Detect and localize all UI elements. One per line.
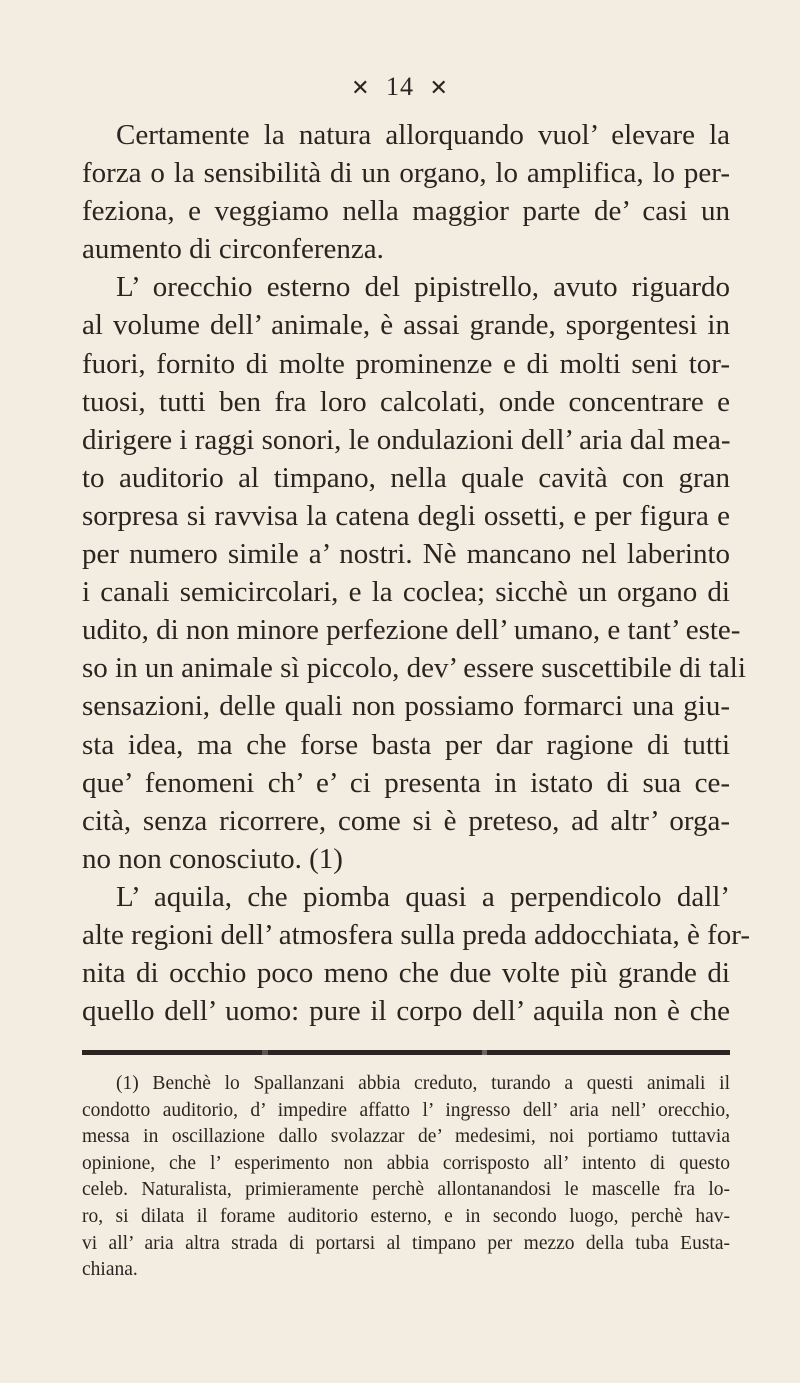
ornament-left-icon: ✕ bbox=[351, 75, 371, 100]
main-text bbox=[82, 116, 750, 1030]
footnote-line: (1) Benchè lo Spallanzani abbia creduto, turando a questi animali il bbox=[116, 1073, 730, 1094]
footnote-line: ro, si dilata il forame auditorio esterno, e in secondo luogo, perchè hav- bbox=[82, 1205, 730, 1227]
footnote-line: messa in oscillazione dallo svolazzar de’ medesimi, noi portiamo tuttavia bbox=[82, 1126, 730, 1148]
ornament-right-icon: ✕ bbox=[429, 75, 449, 100]
text-line: al volume dell’ animale, è assai grande, sporgentesi in bbox=[82, 309, 730, 342]
text-line: aumento di circonferenza. bbox=[82, 233, 384, 266]
text-line: alte regioni dell’ atmosfera sulla preda addocchiata, è for- bbox=[82, 918, 750, 951]
text-line: L’ orecchio esterno del pipistrello, avuto riguardo bbox=[116, 271, 730, 304]
paragraph-3 bbox=[82, 878, 750, 1030]
text-line: cità, senza ricorrere, come si è preteso, ad altr’ orga- bbox=[82, 804, 730, 837]
paragraph-2 bbox=[82, 268, 746, 878]
text-line: feziona, e veggiamo nella maggior parte de’ casi un bbox=[82, 195, 730, 228]
footnote-line: vi all’ aria altra strada di portarsi al timpano per mezzo della tuba Eusta- bbox=[82, 1232, 730, 1254]
footnote-rule bbox=[82, 1050, 730, 1055]
text-line: que’ fenomeni ch’ e’ ci presenta in istato di sua ce- bbox=[82, 766, 730, 799]
text-line: so in un animale sì piccolo, dev’ essere suscettibile di tali bbox=[82, 652, 746, 685]
text-line: i canali semicircolari, e la coclea; sicchè un organo di bbox=[82, 576, 730, 609]
text-line: to auditorio al timpano, nella quale cavità con gran bbox=[82, 461, 730, 494]
footnote-line: opinione, che l’ esperimento non abbia corrisposto all’ intento di questo bbox=[82, 1152, 730, 1174]
text-line: no non conosciuto. (1) bbox=[82, 842, 343, 875]
page-header bbox=[0, 72, 800, 102]
paragraph-1 bbox=[82, 116, 730, 268]
text-line: nita di occhio poco meno che due volte più grande di bbox=[82, 957, 730, 990]
footnote bbox=[82, 1071, 730, 1284]
text-line: fuori, fornito di molte prominenze e di molti seni tor- bbox=[82, 347, 730, 380]
text-line: quello dell’ uomo: pure il corpo dell’ aquila non è che bbox=[82, 995, 730, 1028]
text-line: tuosi, tutti ben fra loro calcolati, onde concentrare e bbox=[82, 385, 730, 418]
page-number: 14 bbox=[386, 72, 414, 101]
footnote-line: celeb. Naturalista, primieramente perchè allontanandosi le mascelle fra lo- bbox=[82, 1179, 730, 1201]
text-line: per numero simile a’ nostri. Nè mancano nel laberinto bbox=[82, 538, 730, 571]
footnote-line: chiana. bbox=[82, 1259, 138, 1281]
text-line: sorpresa si ravvisa la catena degli ossetti, e per figura e bbox=[82, 499, 730, 532]
footnote-line: condotto auditorio, d’ impedire affatto l’ ingresso dell’ aria nell’ orecchio, bbox=[82, 1099, 730, 1121]
text-line: sensazioni, delle quali non possiamo formarci una giu- bbox=[82, 690, 730, 723]
text-line: Certamente la natura allorquando vuol’ elevare la bbox=[116, 119, 730, 151]
text-line: dirigere i raggi sonori, le ondulazioni dell’ aria dal mea- bbox=[82, 423, 731, 456]
text-line: udito, di non minore perfezione dell’ umano, e tant’ este- bbox=[82, 614, 741, 647]
text-line: L’ aquila, che piomba quasi a perpendicolo dall’ bbox=[116, 880, 730, 913]
text-line: sta idea, ma che forse basta per dar ragione di tutti bbox=[82, 728, 730, 761]
text-line: forza o la sensibilità di un organo, lo amplifica, lo per- bbox=[82, 157, 730, 190]
